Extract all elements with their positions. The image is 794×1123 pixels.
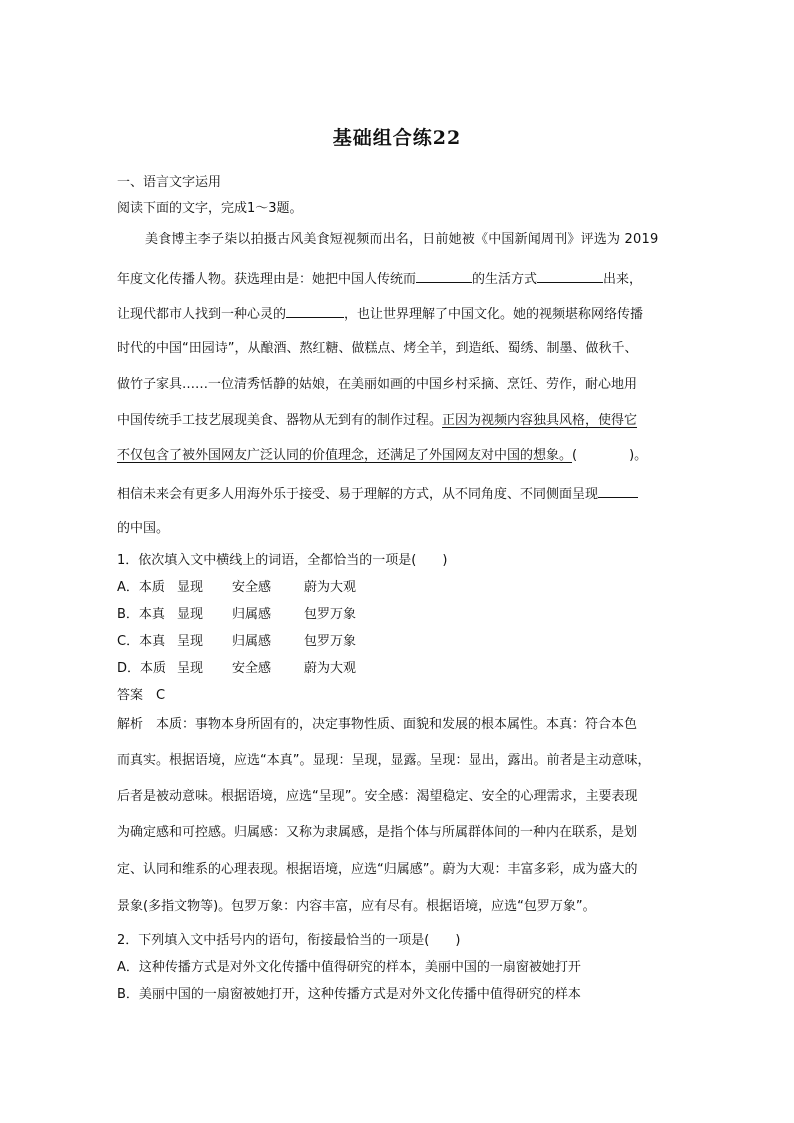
passage-line <box>117 305 679 323</box>
passage-line: 做竹子家具……一位清秀恬静的姑娘，在美丽如画的中国乡村采摘、烹饪、劳作，耐心地用 <box>117 377 638 392</box>
passage-text: 的生活方式 <box>472 272 538 287</box>
instruction-text: 阅读下面的文字，完成1～3题。 <box>117 201 303 216</box>
option-label: C．本真 <box>117 634 166 649</box>
option-word: 蔚为大观 <box>304 661 357 676</box>
analysis-line: 后者是被动意味。根据语境，应选“呈现”。安全感：渴望稳定、安全的心理需求，主要表现 <box>117 789 638 804</box>
option-word: 归属感 <box>232 634 272 649</box>
option-word: 显现 <box>177 580 204 595</box>
question-2-option-a[interactable]: A．这种传播方式是对外文化传播中值得研究的样本，美丽中国的一扇窗被她打开 <box>117 960 581 975</box>
underlined-sentence: 不仅包含了被外国网友广泛认同的价值理念，还满足了外国网友对中国的想象。 <box>117 448 573 463</box>
question-1-option-a[interactable] <box>117 580 356 596</box>
fill-blank-2[interactable] <box>537 270 603 283</box>
analysis-line: 定、认同和维系的心理表现。根据语境，应选“归属感”。蔚为大观：丰富多彩，成为盛大的 <box>117 862 638 877</box>
question-1-stem: 1．依次填入文中横线上的词语，全都恰当的一项是( ) <box>117 553 448 568</box>
option-word: 蔚为大观 <box>304 580 357 595</box>
passage-line: 的中国。 <box>117 521 170 536</box>
passage-text: ，也让世界理解了中国文化。她的视频堪称网络传播 <box>344 307 644 322</box>
passage-line: 美食博主李子柒以拍摄古风美食短视频而出名，日前她被《中国新闻周刊》评选为 2019 <box>145 232 659 247</box>
passage-line: 时代的中国“田园诗”，从酿酒、熬红糖、做糕点、烤全羊，到造纸、蜀绣、制墨、做秋千、 <box>117 341 638 356</box>
answer-bracket: ( )。 <box>572 448 648 463</box>
option-word: 安全感 <box>232 661 272 676</box>
option-word: 呈现 <box>177 634 204 649</box>
option-word: 呈现 <box>177 661 204 676</box>
passage-text: 中国传统手工技艺展现美食、器物从无到有的制作过程。 <box>117 413 443 428</box>
option-word: 显现 <box>177 607 204 622</box>
answer-text: 答案 C <box>117 688 166 703</box>
section-heading: 一、语言文字运用 <box>117 175 222 190</box>
option-label: B．本真 <box>117 607 165 622</box>
question-1-option-d[interactable] <box>117 661 356 677</box>
option-word: 安全感 <box>232 580 272 595</box>
question-1-option-b[interactable] <box>117 607 356 623</box>
passage-text: 年度文化传播人物。获选理由是：她把中国人传统而 <box>117 272 417 287</box>
passage-text: 出来， <box>603 272 643 287</box>
page-title: 基础组合练22 <box>332 127 462 149</box>
fill-blank-1[interactable] <box>416 270 472 283</box>
option-word: 归属感 <box>232 607 272 622</box>
analysis-line: 为确定感和可控感。归属感：又称为隶属感，是指个体与所属群体间的一种内在联系，是划 <box>117 825 638 840</box>
analysis-line: 景象(多指文物等)。包罗万象：内容丰富，应有尽有。根据语境，应选“包罗万象”。 <box>117 899 596 914</box>
passage-line <box>117 448 679 464</box>
analysis-line: 而真实。根据语境，应选“本真”。显现：呈现，显露。呈现：显出，露出。前者是主动意味， <box>117 753 651 768</box>
question-2-stem: 2．下列填入文中括号内的语句，衔接最恰当的一项是( ) <box>117 933 461 948</box>
question-1-option-c[interactable] <box>117 634 356 650</box>
underlined-sentence: 正因为视频内容独具风格，使得它 <box>442 413 638 428</box>
option-label: D．本质 <box>117 661 167 676</box>
fill-blank-4[interactable] <box>598 485 638 498</box>
passage-text: 相信未来会有更多人用海外乐于接受、易于理解的方式，从不同角度、不同侧面呈现 <box>117 487 599 502</box>
option-label: A．本质 <box>117 580 165 595</box>
question-2-option-b[interactable]: B．美丽中国的一扇窗被她打开，这种传播方式是对外文化传播中值得研究的样本 <box>117 987 581 1002</box>
passage-line <box>117 270 679 288</box>
option-word: 包罗万象 <box>304 607 357 622</box>
analysis-line: 解析 本质：事物本身所固有的，决定事物性质、面貌和发展的根本属性。本真：符合本色 <box>117 717 638 732</box>
passage-text: 让现代都市人找到一种心灵的 <box>117 307 287 322</box>
fill-blank-3[interactable] <box>286 305 344 318</box>
option-word: 包罗万象 <box>304 634 357 649</box>
passage-line <box>117 485 679 503</box>
passage-line <box>117 413 679 429</box>
